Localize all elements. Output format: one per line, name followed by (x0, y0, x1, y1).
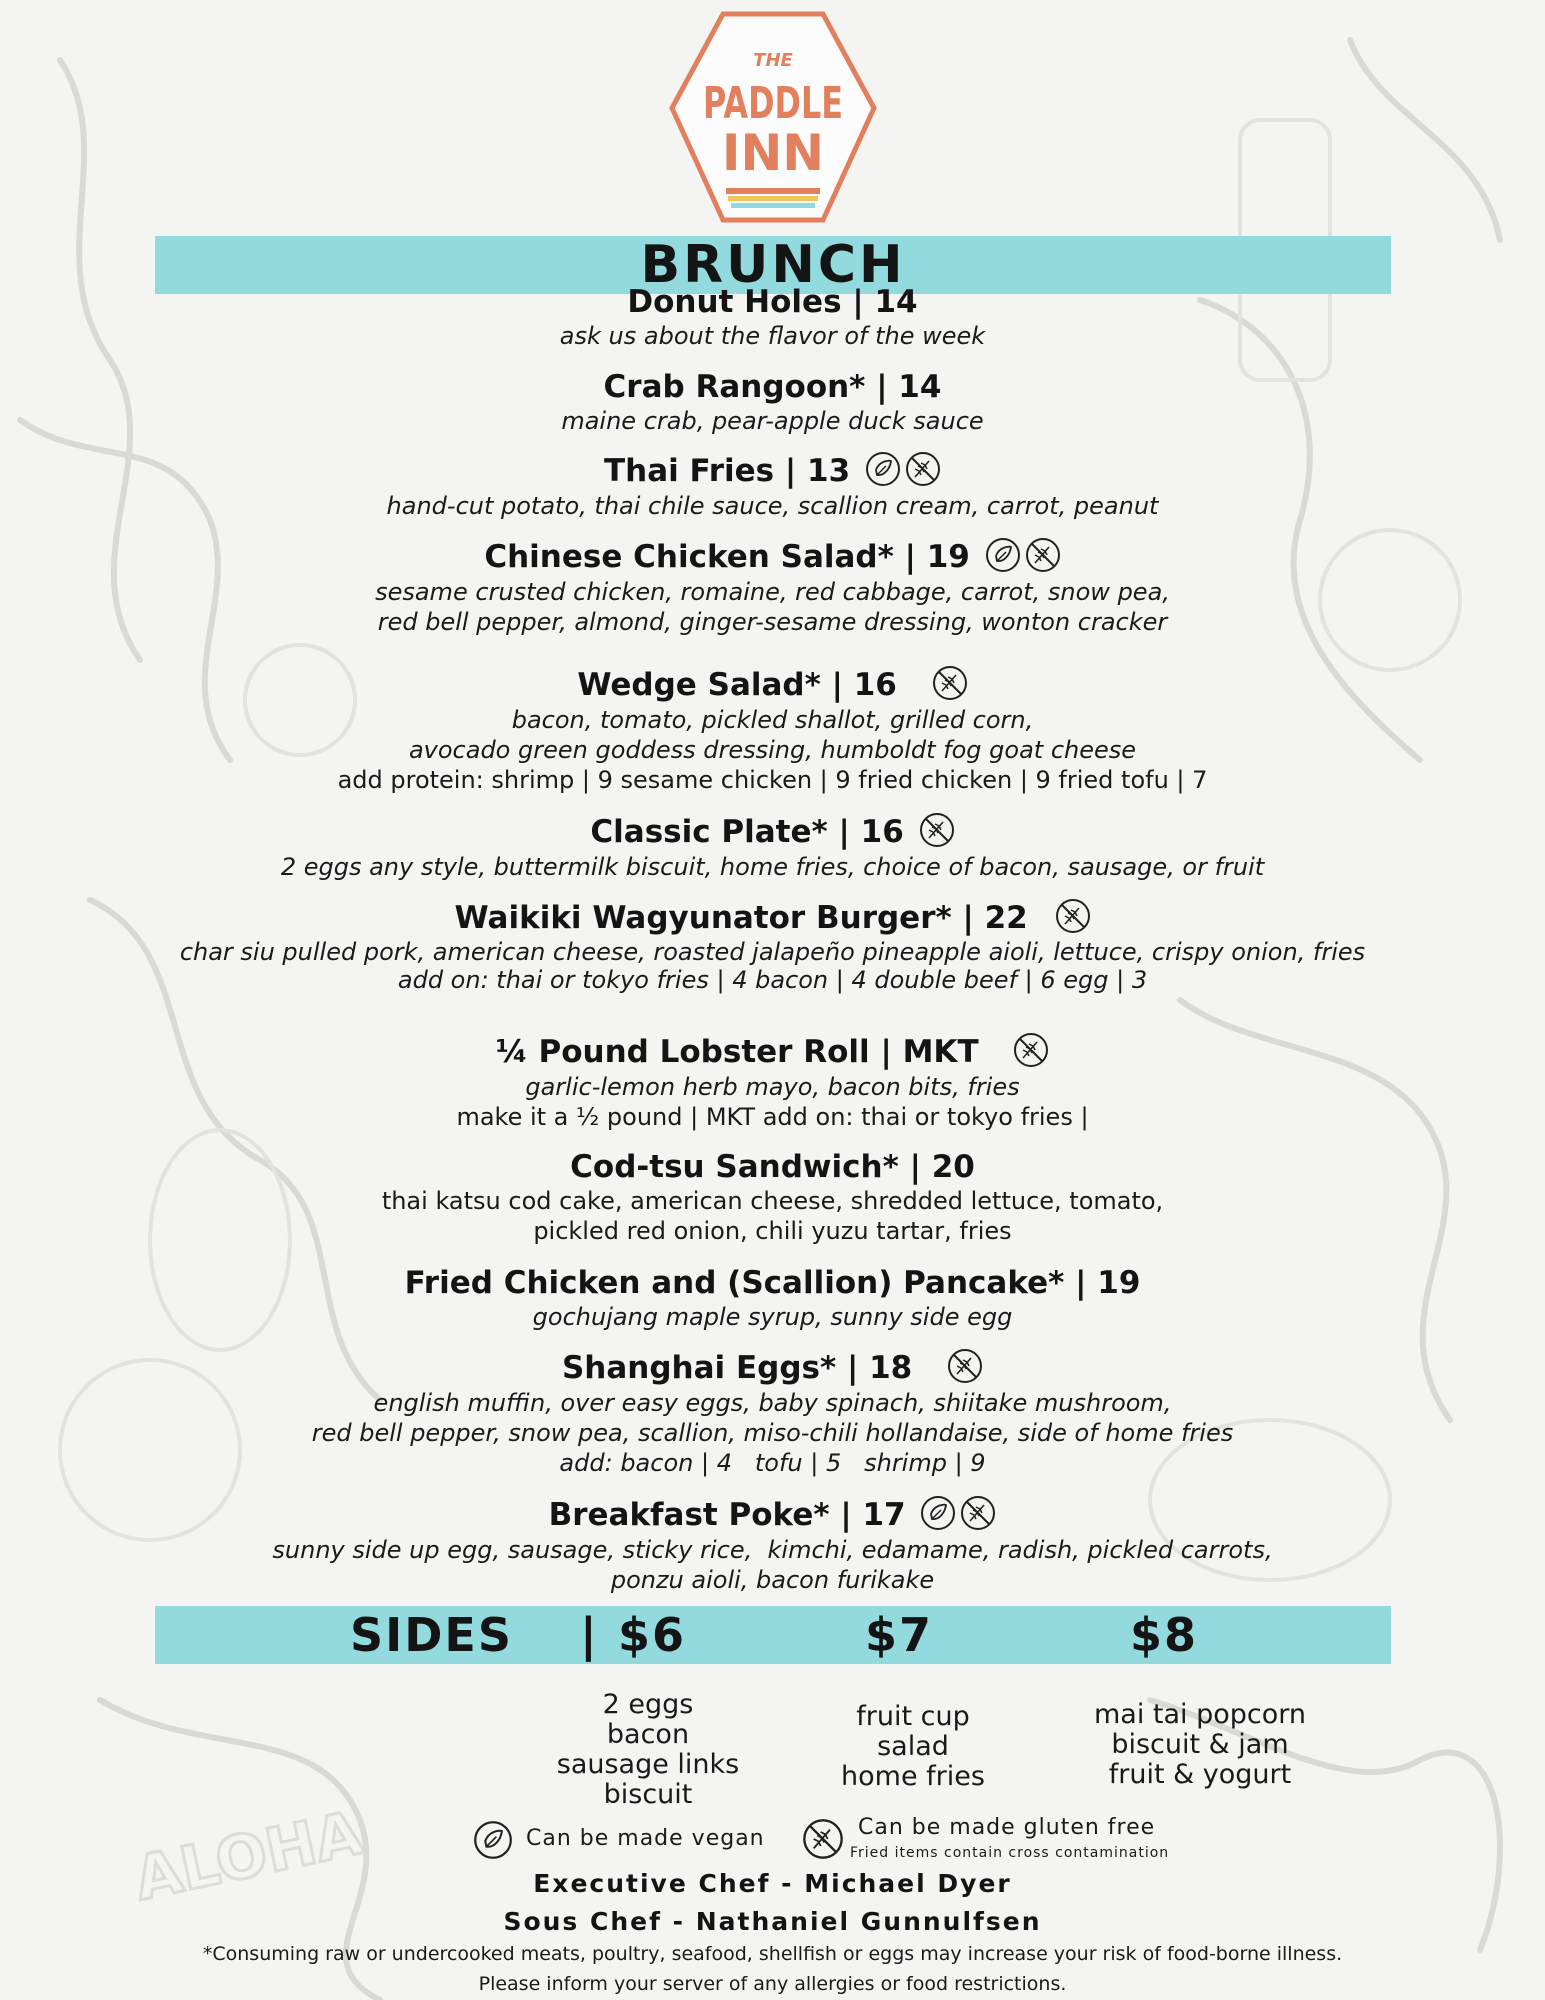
item-name: Chinese Chicken Salad* | 19 (484, 539, 970, 575)
item-name: ¼ Pound Lobster Roll | MKT (495, 1034, 979, 1070)
menu-item (0, 666, 1545, 795)
item-description: avocado green goddess dressing, humboldt fog goat cheese (408, 735, 1137, 764)
item-heading (0, 666, 1545, 705)
item-heading (0, 452, 1545, 491)
item-name: Wedge Salad* | 16 (577, 667, 897, 703)
menu-item (0, 283, 1545, 351)
side-item: salad (877, 1731, 949, 1762)
legend-vegan-icon (473, 1820, 513, 1860)
disclaimer-line-1: *Consuming raw or undercooked meats, poultry, seafood, shellfish or eggs may increase your risk of food-borne illness. (202, 1943, 1343, 1965)
item-description: bacon, tomato, pickled shallot, grilled corn, (511, 705, 1034, 734)
gluten-free-icon (932, 665, 968, 701)
menu-item (0, 368, 1545, 436)
legend-gluten-note: Fried items contain cross contamination (850, 1845, 1170, 1861)
item-heading (0, 1496, 1545, 1535)
logo-line-paddle: PADDLE (703, 78, 843, 129)
item-heading (0, 813, 1545, 852)
item-addon: make it a ½ pound | MKT add on: thai or tokyo fries | (456, 1102, 1089, 1131)
item-description: red bell pepper, snow pea, scallion, miso-chili hollandaise, side of home fries (311, 1418, 1234, 1447)
item-name: Classic Plate* | 16 (590, 814, 904, 850)
side-item: biscuit (603, 1779, 693, 1810)
gluten-free-icon (905, 451, 941, 487)
gluten-free-icon (1013, 1032, 1049, 1068)
item-heading (0, 1349, 1545, 1388)
item-description: add: bacon | 4 tofu | 5 shrimp | 9 (559, 1448, 986, 1477)
menu-item (0, 1496, 1545, 1595)
vegan-icon (985, 537, 1021, 573)
vegan-icon (920, 1495, 956, 1531)
sides-price-tier-3: $8 (1130, 1608, 1199, 1662)
menu-item (0, 538, 1545, 637)
item-name: Crab Rangoon* | 14 (603, 369, 942, 405)
section-title: BRUNCH (640, 235, 906, 295)
gluten-free-icon (1025, 537, 1061, 573)
side-item: sausage links (556, 1749, 740, 1780)
item-description: char siu pulled pork, american cheese, roasted jalapeño pineapple aioli, lettuce, crispy onion, fries (179, 937, 1366, 966)
menu-item (0, 1264, 1545, 1332)
side-item: fruit cup (856, 1701, 970, 1732)
side-item: home fries (841, 1761, 985, 1792)
menu-item (0, 899, 1545, 994)
item-name: Thai Fries | 13 (604, 453, 851, 489)
item-description: add on: thai or tokyo fries | 4 bacon | 4 double beef | 6 egg | 3 (397, 965, 1148, 994)
sides-list-tier-2 (808, 1702, 1018, 1792)
side-item: mai tai popcorn (1093, 1699, 1307, 1730)
side-item: biscuit & jam (1111, 1729, 1289, 1760)
sous-chef: Sous Chef - Nathaniel Gunnulfsen (503, 1907, 1042, 1936)
disclaimer-line-2: Please inform your server of any allergies or food restrictions. (478, 1973, 1067, 1995)
item-name: Shanghai Eggs* | 18 (561, 1350, 913, 1386)
item-description: thai katsu cod cake, american cheese, shredded lettuce, tomato, (381, 1187, 1164, 1215)
menu-item (0, 1148, 1545, 1246)
item-name: Fried Chicken and (Scallion) Pancake* | 19 (404, 1265, 1141, 1301)
sides-separator: | (580, 1608, 599, 1662)
menu-item (0, 1033, 1545, 1132)
sides-price-tier-1: $6 (618, 1608, 687, 1662)
item-description: maine crab, pear-apple duck sauce (561, 407, 984, 435)
menu-item (0, 452, 1545, 521)
legend-gluten-free-icon (802, 1818, 844, 1860)
item-description: english muffin, over easy eggs, baby spinach, shiitake mushroom, (373, 1388, 1172, 1417)
sides-list-tier-1 (538, 1690, 758, 1810)
side-item: bacon (606, 1719, 690, 1750)
item-description: garlic-lemon herb mayo, bacon bits, fries (525, 1072, 1020, 1101)
item-description: red bell pepper, almond, ginger-sesame dressing, wonton cracker (377, 607, 1168, 636)
sides-header-band (155, 1606, 1391, 1664)
item-description: sesame crusted chicken, romaine, red cabbage, carrot, snow pea, (375, 577, 1170, 606)
item-name: Cod-tsu Sandwich* | 20 (570, 1149, 975, 1185)
menu-item (0, 1349, 1545, 1478)
item-description: ponzu aioli, bacon furikake (610, 1565, 935, 1594)
gluten-free-icon (919, 812, 955, 848)
item-heading (0, 1033, 1545, 1072)
legend-gluten-free-label: Can be made gluten free (858, 1815, 1156, 1840)
executive-chef: Executive Chef - Michael Dyer (533, 1869, 1012, 1898)
item-description: sunny side up egg, sausage, sticky rice, kimchi, edamame, radish, pickled carrots, (272, 1535, 1273, 1564)
item-addon: add protein: shrimp | 9 sesame chicken | 9 fried chicken | 9 fried tofu | 7 (337, 765, 1208, 794)
item-description: ask us about the flavor of the week (559, 322, 986, 350)
gluten-free-icon (1055, 898, 1091, 934)
item-name: Donut Holes | 14 (627, 284, 918, 320)
item-name: Breakfast Poke* | 17 (548, 1497, 906, 1533)
side-item: fruit & yogurt (1108, 1759, 1292, 1790)
item-description: gochujang maple syrup, sunny side egg (532, 1303, 1013, 1331)
logo-line-the: THE (753, 50, 793, 71)
item-description: 2 eggs any style, buttermilk biscuit, home fries, choice of bacon, sausage, or fruit (280, 852, 1265, 881)
menu-item (0, 813, 1545, 882)
svg-text:ALOHA: ALOHA (128, 1798, 369, 1915)
gluten-free-icon (947, 1348, 983, 1384)
sides-title: SIDES (350, 1608, 513, 1662)
logo-line-inn: INN (721, 124, 825, 182)
legend-vegan-label: Can be made vegan (526, 1826, 765, 1851)
vegan-icon (865, 451, 901, 487)
side-item: 2 eggs (602, 1689, 694, 1720)
item-description: hand-cut potato, thai chile sauce, scallion cream, carrot, peanut (386, 491, 1159, 520)
item-description: pickled red onion, chili yuzu tartar, fries (533, 1217, 1012, 1245)
item-name: Waikiki Wagyunator Burger* | 22 (454, 900, 1028, 936)
paddle-inn-logo (668, 8, 878, 226)
sides-list-tier-3 (1080, 1700, 1320, 1790)
sides-price-tier-2: $7 (865, 1608, 934, 1662)
item-heading (0, 538, 1545, 577)
gluten-free-icon (960, 1495, 996, 1531)
item-heading (0, 899, 1545, 938)
